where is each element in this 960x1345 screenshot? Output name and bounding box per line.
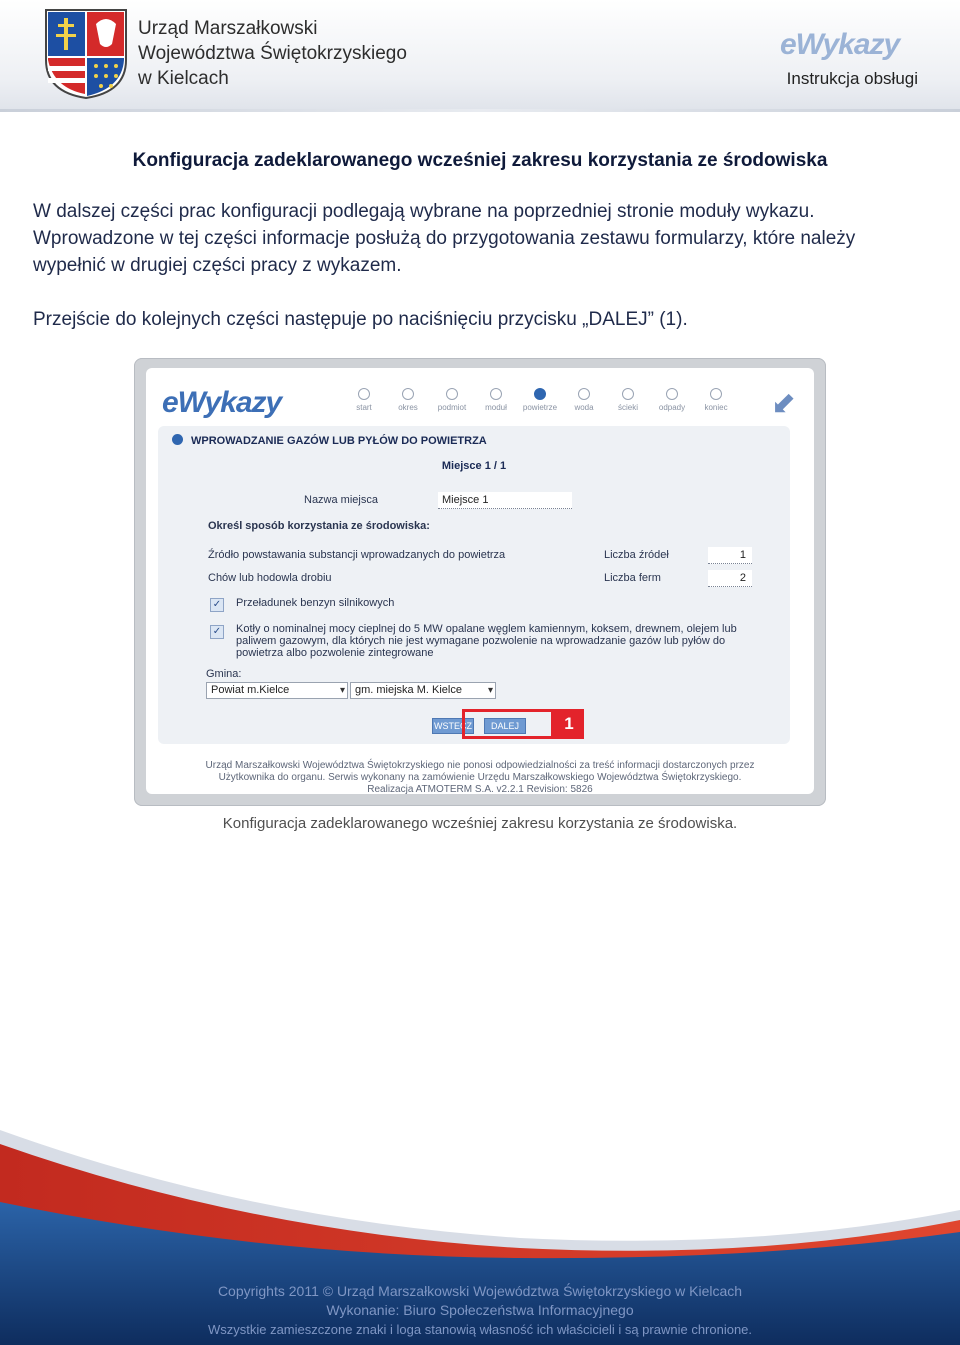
source-count-label: Liczba źródeł xyxy=(604,549,669,561)
wizard-step-0[interactable] xyxy=(342,388,386,412)
panel-title xyxy=(172,434,487,447)
gmina-label: Gmina: xyxy=(206,668,242,680)
wizard-step-label: koniec xyxy=(704,403,728,412)
back-button[interactable]: WSTECZ xyxy=(432,718,474,734)
fuel-transfer-checkbox[interactable]: ✓ xyxy=(210,598,224,612)
step-dot-icon xyxy=(578,388,590,400)
step-dot-icon xyxy=(402,388,414,400)
step-dot-icon xyxy=(490,388,502,400)
organization-name xyxy=(138,16,407,91)
copyright-text: Copyrights 2011 © Urząd Marszałkowski Województwa Świętokrzyskiego w Kielcach xyxy=(217,1283,743,1299)
wizard-step-label: odpady xyxy=(658,403,686,412)
document-label: Instrukcja obsługi xyxy=(786,69,918,88)
boilers-checkbox[interactable]: ✓ xyxy=(210,625,224,639)
footer-note-line-2: Użytkownika do organu. Serwis wykonany na zamówienie Urzędu Marszałkowskiego Województwa Świętokrzyskiego. xyxy=(218,772,742,783)
app-logo: eWykazy xyxy=(162,386,282,419)
boilers-label: Kotły o nominalnej mocy cieplnej do 5 MW opalane węglem kamiennym, koksem, drewnem, olejem lub paliwem gazowym, dla których nie jest wymagane pozwolenie na wprowadzanie gazów lub pyłów do powietrza albo pozwolenie zintegrowane xyxy=(236,623,737,659)
coat-of-arms-icon xyxy=(44,8,128,100)
farm-count-input[interactable]: 2 xyxy=(708,570,752,587)
wizard-step-label: woda xyxy=(574,403,594,412)
footer-note-line-1: Urząd Marszałkowski Województwa Świętokrzyskiego nie ponosi odpowiedzialności za treść informacji dostarczonych przez xyxy=(205,760,755,771)
poultry-label: Chów lub hodowla drobiu xyxy=(208,572,332,584)
commune-select[interactable]: gm. miejska M. Kielce ▾ xyxy=(350,682,496,699)
figure-caption: Konfiguracja zadeklarowanego wcześniej zakresu korzystania ze środowiska. xyxy=(222,815,738,832)
place-name-label: Nazwa miejsca xyxy=(304,494,378,506)
step-dot-icon xyxy=(446,388,458,400)
made-by-text: Wykonanie: Biuro Społeczeństwa Informacyjnego xyxy=(326,1302,634,1318)
instruction-paragraph: Przejście do kolejnych części następuje po naciśnięciu przycisku „DALEJ” (1). xyxy=(33,309,688,330)
wizard-steps xyxy=(342,388,738,412)
wizard-step-label: moduł xyxy=(485,403,507,412)
wizard-step-2[interactable] xyxy=(430,388,474,412)
next-button-highlight xyxy=(462,709,554,739)
usage-heading: Określ sposób korzystania ze środowiska: xyxy=(208,520,430,532)
wizard-step-label: okres xyxy=(398,403,418,412)
form-panel xyxy=(158,426,790,744)
source-count-input[interactable]: 1 xyxy=(708,547,752,564)
step-dot-icon xyxy=(666,388,678,400)
wizard-step-label: powietrze xyxy=(522,403,558,412)
page-footer xyxy=(0,1120,960,1345)
callout-number: 1 xyxy=(554,709,584,739)
page-title: Konfiguracja zadeklarowanego wcześniej zakresu korzystania ze środowiska xyxy=(132,150,828,171)
panel-title-text: WPROWADZANIE GAZÓW LUB PYŁÓW DO POWIETRZA xyxy=(191,435,487,447)
step-dot-icon xyxy=(534,388,546,400)
wizard-step-label: start xyxy=(356,403,372,412)
emission-source-label: Źródło powstawania substancji wprowadzanych do powietrza xyxy=(208,549,506,561)
exit-arrow-icon[interactable]: ⬋ xyxy=(770,387,796,420)
step-dot-icon xyxy=(622,388,634,400)
wizard-step-6[interactable] xyxy=(606,388,650,412)
wizard-step-label: ścieki xyxy=(617,403,638,412)
next-button[interactable]: DALEJ xyxy=(484,718,526,734)
page-header xyxy=(0,0,960,112)
application-screenshot xyxy=(134,358,826,806)
county-select[interactable]: Powiat m.Kielce ▾ xyxy=(206,682,348,699)
wizard-step-7[interactable] xyxy=(650,388,694,412)
org-line-3: w Kielcach xyxy=(138,68,229,89)
footer-note-line-3: Realizacja ATMOTERM S.A. v2.2.1 Revision: 5826 xyxy=(367,784,593,795)
intro-paragraph: W dalszej części prac konfiguracji podlegają wybrane na poprzedniej stronie moduły wykazu. Wprowadzone w tej części informacje posłużą do przygotowania zestawu formularzy, które należy wypełnić w drugiej części pracy z wykazem. xyxy=(33,201,856,276)
rights-text: Wszystkie zamieszczone znaki i loga stanowią własność ich właścicieli i są prawnie chronione. xyxy=(207,1322,753,1337)
org-line-1: Urząd Marszałkowski xyxy=(138,18,318,39)
place-counter: Miejsce 1 / 1 xyxy=(441,460,507,472)
wizard-step-label: podmiot xyxy=(437,403,467,412)
farm-count-label: Liczba ferm xyxy=(604,572,661,584)
screenshot-footer xyxy=(158,760,802,796)
place-name-input[interactable]: Miejsce 1 xyxy=(438,492,572,509)
ewykazy-logo: eWykazy xyxy=(780,28,900,61)
wizard-step-4[interactable] xyxy=(518,388,562,412)
wizard-step-3[interactable] xyxy=(474,388,518,412)
fuel-transfer-label: Przeładunek benzyn silnikowych xyxy=(236,597,395,609)
bullet-icon xyxy=(172,434,183,445)
org-line-2: Województwa Świętokrzyskiego xyxy=(138,43,407,64)
wizard-step-8[interactable] xyxy=(694,388,738,412)
step-dot-icon xyxy=(710,388,722,400)
wizard-step-1[interactable] xyxy=(386,388,430,412)
step-dot-icon xyxy=(358,388,370,400)
wizard-step-5[interactable] xyxy=(562,388,606,412)
